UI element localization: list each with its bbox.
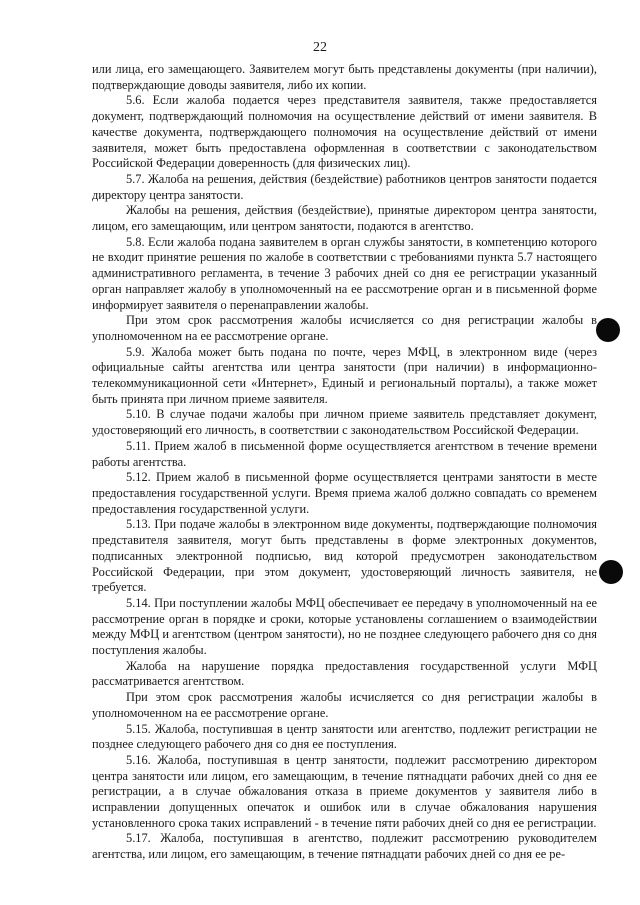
document-body <box>92 62 597 863</box>
paragraph-5-14: 5.14. При поступлении жалобы МФЦ обеспечивает ее передачу в уполномоченный на ее рассмотрение орган в порядке и сроки, которые установлены соглашением о взаимодействии между МФЦ и агентством (центром занятости), но не позднее следующего рабочего дня со дня поступления жалобы. <box>92 595 597 658</box>
page-number: 22 <box>313 40 327 55</box>
paragraph-5-15: 5.15. Жалоба, поступившая в центр занятости или агентство, подлежит регистрации не позднее следующего рабочего дня со дня ее поступления. <box>92 721 597 752</box>
punch-hole-mark <box>596 318 620 342</box>
paragraph-5-17: 5.17. Жалоба, поступившая в агентство, подлежит рассмотрению руководителем агентства, или лицом, его замещающим, в течение пятнадцати рабочих дней со дня ее ре- <box>92 831 597 862</box>
paragraph-5-8: 5.8. Если жалоба подана заявителем в орган службы занятости, в компетенцию которого не входит принятие решения по жалобе в соответствии с требованиями пункта 5.7 настоящего административного регламента, в течение 3 рабочих дней со дня ее регистрации указанный орган направляет жалобу в уполномоченный на ее рассмотрение орган и в письменной форме информирует заявителя о перенаправлении жалобы. <box>92 234 597 312</box>
paragraph-5-8-term: При этом срок рассмотрения жалобы исчисляется со дня регистрации жалобы в уполномоченном на ее рассмотрение органе. <box>92 313 597 343</box>
paragraph-5-11: 5.11. Прием жалоб в письменной форме осуществляется агентством в течение времени работы агентства. <box>92 438 597 469</box>
paragraph-continuation: или лица, его замещающего. Заявителем могут быть представлены документы (при наличии), подтверждающие доводы заявителя, либо их копии. <box>92 62 597 92</box>
paragraph-5-6: 5.6. Если жалоба подается через представителя заявителя, также предоставляется документ, подтверждающий полномочия на осуществление действий от имени заявителя. В качестве документа, подтверждающего полномочия на осуществление действий от имени заявителя, может быть предоставлена оформленная в соответствии с законодательством Российской Федерации доверенность (для физических лиц). <box>92 93 597 171</box>
paragraph-5-13: 5.13. При подаче жалобы в электронном виде документы, подтверждающие полномочия представителя заявителя, могут быть представлены в форме электронных документов, подписанных электронной подписью, вид которой предусмотрен законодательством Российской Федерации, при этом документ, удостоверяющий личность заявителя, не требуется. <box>92 517 597 595</box>
paragraph-5-12: 5.12. Прием жалоб в письменной форме осуществляется центрами занятости в месте предоставления государственной услуги. Время приема жалоб должно совпадать со временем предоставления государственной услуги. <box>92 470 597 516</box>
paragraph-5-7: 5.7. Жалоба на решения, действия (бездействие) работников центров занятости подается директору центра занятости. <box>92 171 597 202</box>
paragraph-5-14-mfc: Жалоба на нарушение порядка предоставления государственной услуги МФЦ рассматривается агентством. <box>92 658 597 689</box>
paragraph-5-16: 5.16. Жалоба, поступившая в центр занятости, подлежит рассмотрению директором центра занятости или лицом, его замещающим, в течение пятнадцати рабочих дней со дня ее регистрации, а в случае обжалования отказа в приеме документов у заявителя либо в исправлении допущенных опечаток и ошибок или в случае обжалования нарушения установленного срока таких исправлений - в течение пяти рабочих дней со дня ее регистрации. <box>92 752 597 830</box>
paragraph-5-7-complaints: Жалобы на решения, действия (бездействие), принятые директором центра занятости, лицом, его замещающим, или центром занятости, подаются в агентство. <box>92 203 597 234</box>
paragraph-5-9: 5.9. Жалоба может быть подана по почте, через МФЦ, в электронном виде (через официальные сайты агентства или центра занятости (при наличии) в информационно-телекоммуникационной сети «Интернет», Единый и региональный порталы), а также может быть принята при личном приеме заявителя. <box>92 344 597 406</box>
paragraph-5-10: 5.10. В случае подачи жалобы при личном приеме заявитель представляет документ, удостоверяющий его личность, в соответствии с законодательством Российской Федерации. <box>92 407 597 438</box>
punch-hole-mark <box>599 560 623 584</box>
paragraph-5-14-term: При этом срок рассмотрения жалобы исчисляется со дня регистрации жалобы в уполномоченном на ее рассмотрение органе. <box>92 690 597 720</box>
